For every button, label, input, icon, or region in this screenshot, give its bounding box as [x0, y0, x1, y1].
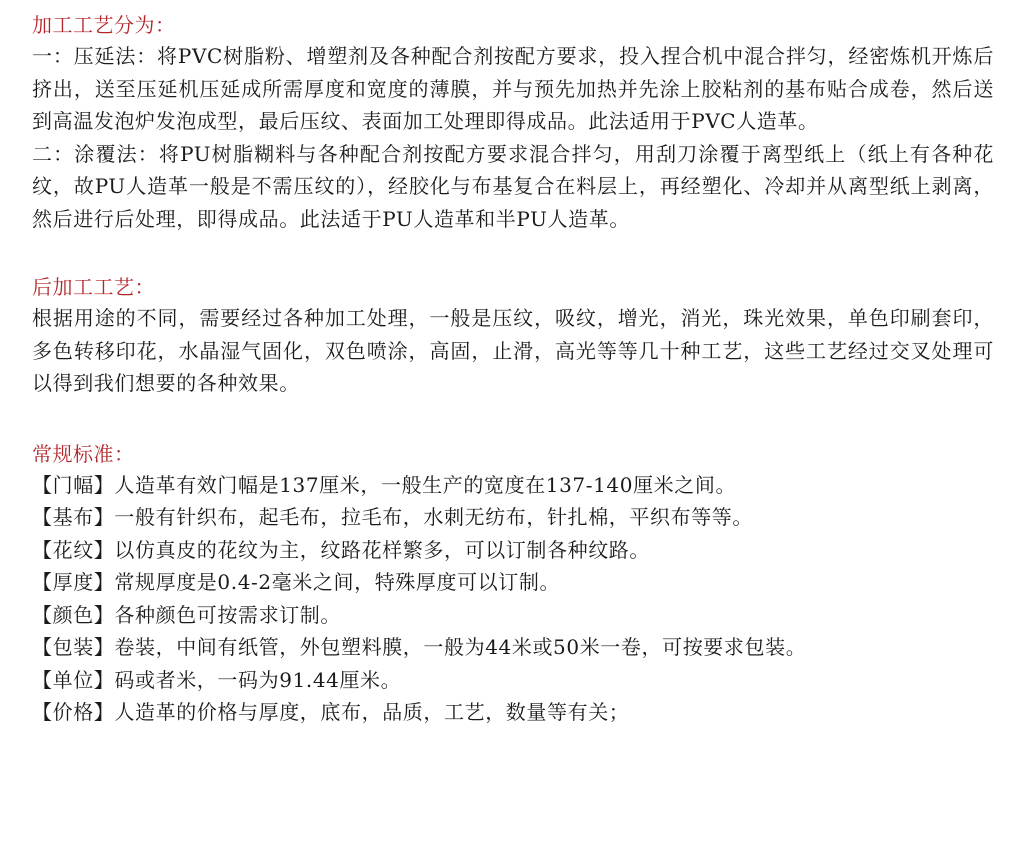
item-tag: 【价格】	[32, 700, 115, 724]
paragraph-calendering: 一：压延法：将PVC树脂粉、增塑剂及各种配合剂按配方要求，投入捏合机中混合拌匀，经密炼机开炼后挤出，送至压延机压延成所需厚度和宽度的薄膜，并与预先加热并先涂上胶粘剂的基布贴合成卷，然后送到高温发泡炉发泡成型，最后压纹、表面加工处理即得成品。此法适用于PVC人造革。	[32, 44, 994, 133]
list-item	[32, 599, 994, 632]
standards-list	[32, 469, 994, 729]
paragraph-post-processing: 根据用途的不同，需要经过各种加工处理，一般是压纹，吸纹，增光，消光，珠光效果，单色印刷套印，多色转移印花，水晶湿气固化，双色喷涂，高固，止滑，高光等等几十种工艺，这些工艺经过交叉处理可以得到我们想要的各种效果。	[32, 306, 994, 395]
list-item	[32, 469, 994, 502]
item-tag: 【基布】	[32, 505, 115, 529]
item-text: 人造革有效门幅是137厘米，一般生产的宽度在137-140厘米之间。	[114, 472, 737, 497]
section-title-processing: 加工工艺分为：	[32, 13, 176, 37]
section-title-standards: 常规标准：	[32, 441, 135, 466]
item-text: 卷装，中间有纸管，外包塑料膜，一般为44米或50米一卷，可按要求包装。	[114, 635, 807, 659]
item-tag: 【单位】	[32, 667, 115, 692]
list-item	[32, 501, 994, 534]
paragraph-coating: 二：涂覆法：将PU树脂糊料与各种配合剂按配方要求混合拌匀，用刮刀涂覆于离型纸上（纸上有各种花纹，故PU人造革一般是不需压纹的），经胶化与布基复合在料层上，再经塑化、冷却并从离型纸上剥离，然后进行后处理，即得成品。此法适于PU人造革和半PU人造革。	[32, 141, 994, 231]
list-item	[32, 566, 994, 599]
item-text: 一般有针织布，起毛布，拉毛布，水刺无纺布，针扎棉，平织布等等。	[114, 505, 754, 529]
item-tag: 【门幅】	[32, 472, 115, 497]
list-item	[32, 696, 994, 729]
list-item	[32, 631, 994, 664]
item-tag: 【花纹】	[32, 537, 115, 562]
section-title-post-processing: 后加工工艺：	[32, 275, 155, 299]
item-text: 人造革的价格与厚度，底布，品质，工艺，数量等有关；	[114, 700, 630, 724]
item-tag: 【颜色】	[32, 602, 115, 627]
document-body	[32, 10, 994, 729]
item-text: 码或者米，一码为91.44厘米。	[114, 667, 402, 692]
item-text: 常规厚度是0.4-2毫米之间，特殊厚度可以订制。	[114, 570, 561, 594]
item-text: 以仿真皮的花纹为主，纹路花样繁多，可以订制各种纹路。	[114, 537, 651, 562]
item-tag: 【厚度】	[32, 570, 115, 594]
list-item	[32, 534, 994, 567]
item-tag: 【包装】	[32, 635, 115, 659]
item-text: 各种颜色可按需求订制。	[114, 602, 342, 627]
list-item	[32, 664, 994, 697]
